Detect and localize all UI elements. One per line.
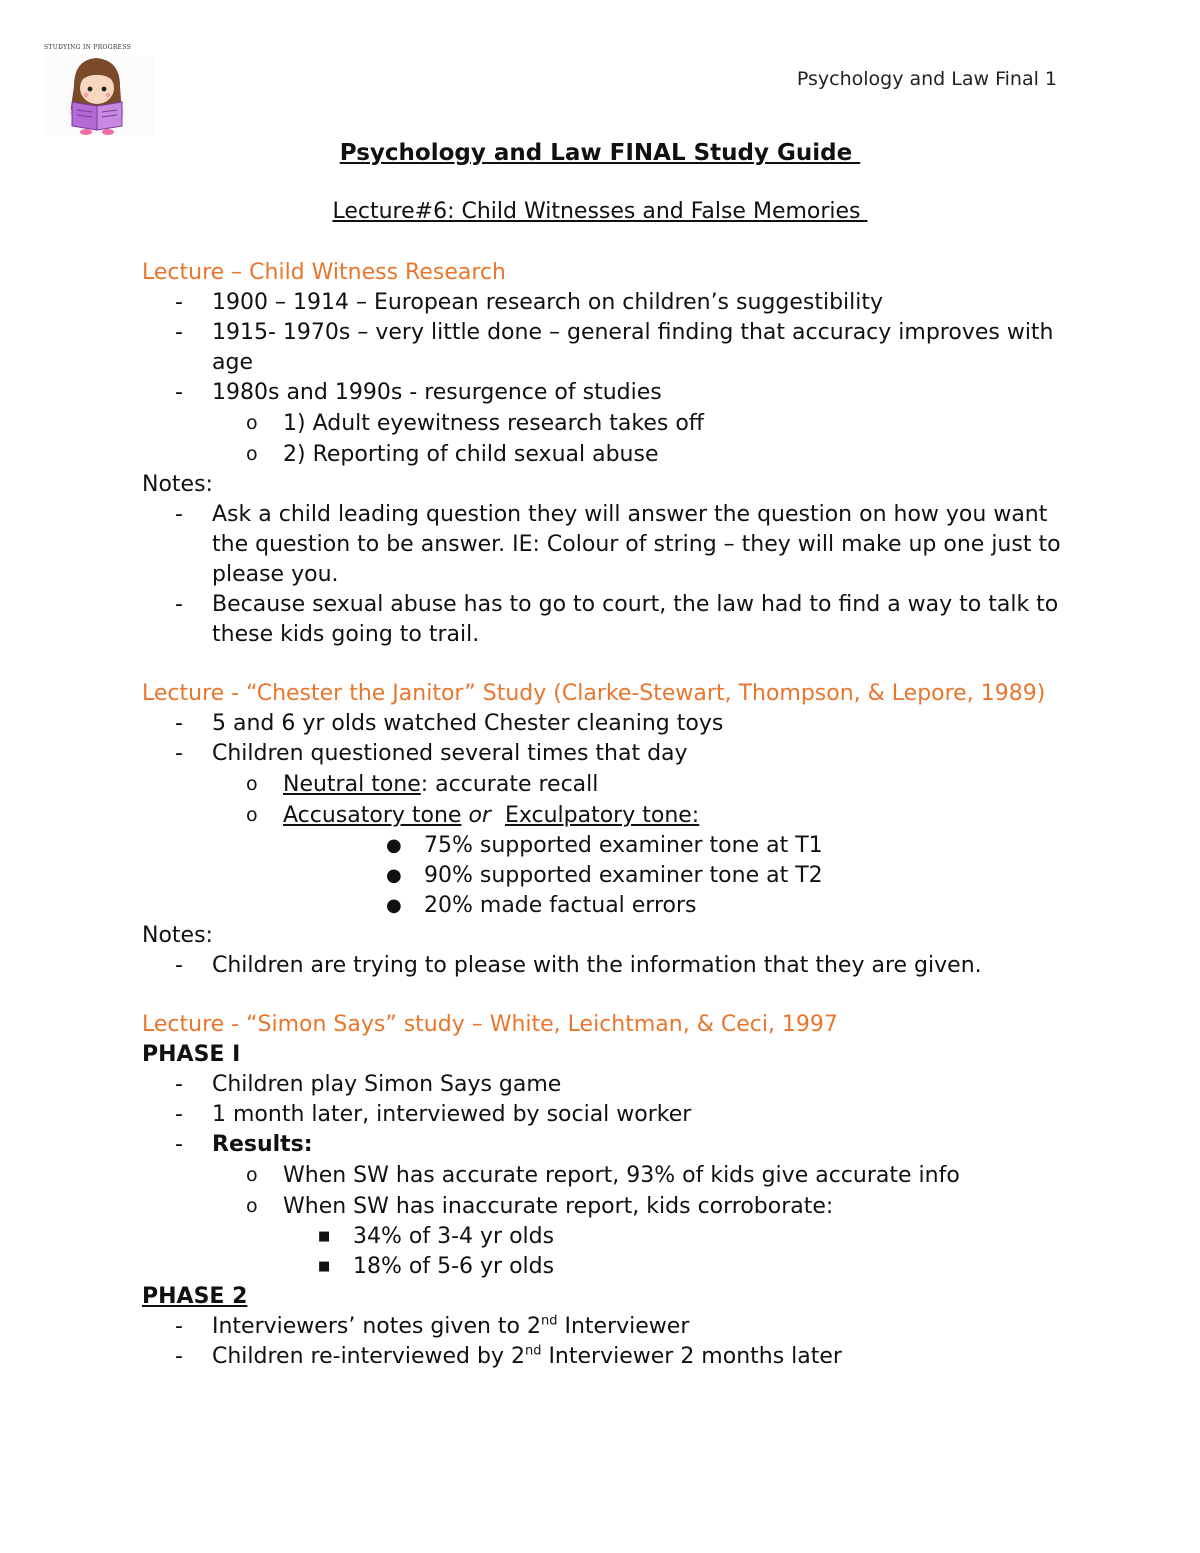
notes-label: Notes: bbox=[142, 472, 213, 497]
section-heading: Lecture – Child Witness Research bbox=[142, 260, 506, 285]
note-item: - Children are trying to please with the information that they are given. bbox=[175, 953, 982, 978]
list-item: - 1 month later, interviewed by social worker bbox=[175, 1102, 692, 1127]
note-item: - Ask a child leading question they will answer the question on how you want the question to be answer. IE: Colour of string – they will make up one just to please you. bbox=[175, 502, 1061, 587]
section-heading: Lecture - “Simon Says” study – White, Leichtman, & Ceci, 1997 bbox=[142, 1012, 838, 1037]
list-item: - Results: bbox=[175, 1132, 313, 1157]
list-item: - 1980s and 1990s - resurgence of studies bbox=[175, 380, 662, 405]
result-item: ● 20% made factual errors bbox=[386, 893, 697, 918]
list-item: - 5 and 6 yr olds watched Chester cleaning toys bbox=[175, 711, 724, 736]
logo-caption: STUDYING IN PROGRESS bbox=[44, 44, 132, 51]
sub-list-item: o When SW has inaccurate report, kids corroborate: bbox=[246, 1194, 834, 1219]
sub-list-item: o 1) Adult eyewitness research takes off bbox=[246, 411, 704, 436]
studying-logo bbox=[44, 44, 154, 136]
section-heading: Lecture - “Chester the Janitor” Study (Clarke-Stewart, Thompson, & Lepore, 1989) bbox=[142, 681, 1046, 706]
phase-label: PHASE I bbox=[142, 1042, 241, 1067]
sub-list-item: o 2) Reporting of child sexual abuse bbox=[246, 442, 659, 467]
result-item: ● 75% supported examiner tone at T1 bbox=[386, 833, 823, 858]
note-item: - Because sexual abuse has to go to court, the law had to find a way to talk to these kids going to trail. bbox=[175, 592, 1059, 647]
list-item: - Children play Simon Says game bbox=[175, 1072, 562, 1097]
document-body bbox=[142, 258, 1062, 1372]
list-item: - Children questioned several times that day bbox=[175, 741, 688, 766]
phase-label: PHASE 2 bbox=[142, 1284, 248, 1309]
running-header: Psychology and Law Final 1 bbox=[796, 68, 1057, 90]
document-title: Psychology and Law FINAL Study Guide bbox=[339, 140, 861, 166]
result-item: ● 90% supported examiner tone at T2 bbox=[386, 863, 823, 888]
corroborate-item: ■ 18% of 5-6 yr olds bbox=[318, 1254, 555, 1279]
lecture-heading: Lecture#6: Child Witnesses and False Memories bbox=[332, 199, 868, 224]
sub-list-item: o Accusatory tone or Exculpatory tone: bbox=[246, 803, 700, 828]
list-item: - 1915- 1970s – very little done – general finding that accuracy improves with age bbox=[175, 320, 1054, 375]
list-item: - 1900 – 1914 – European research on children’s suggestibility bbox=[175, 290, 884, 315]
list-item: - Interviewers’ notes given to 2nd Interviewer bbox=[175, 1313, 690, 1339]
sub-list-item: o Neutral tone: accurate recall bbox=[246, 772, 599, 797]
list-item: - Children re-interviewed by 2nd Interviewer 2 months later bbox=[175, 1343, 842, 1369]
girl-reading-icon bbox=[44, 44, 154, 136]
sub-list-item: o When SW has accurate report, 93% of kids give accurate info bbox=[246, 1163, 960, 1188]
notes-label: Notes: bbox=[142, 923, 213, 948]
corroborate-item: ■ 34% of 3-4 yr olds bbox=[318, 1224, 555, 1249]
